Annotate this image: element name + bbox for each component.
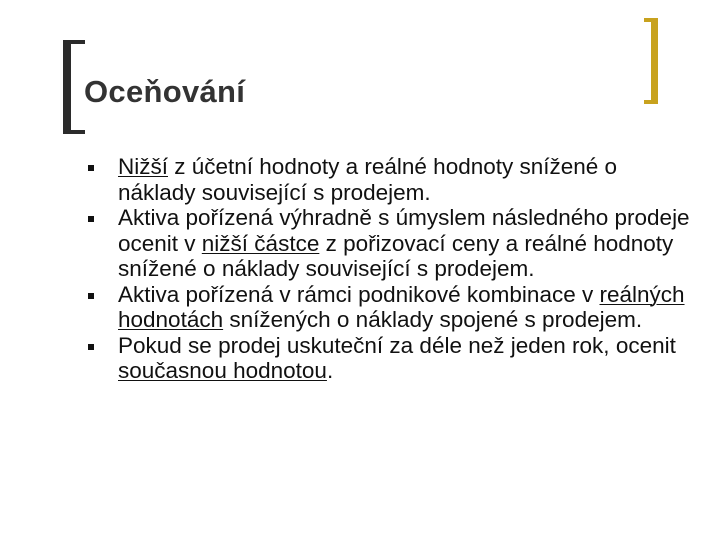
bullet-text: Aktiva pořízená výhradně s úmyslem následného prodeje ocenit v — [118, 205, 690, 256]
right-bracket-top-decoration — [644, 18, 658, 22]
right-bracket-decoration — [651, 18, 658, 104]
slide-title: Oceňování — [84, 74, 246, 109]
underlined-term: reálných hodnotách — [118, 281, 685, 332]
bullet-item — [88, 333, 698, 384]
bullet-text: z pořizovací ceny a reálné hodnoty snížené o náklady související s prodejem. — [118, 230, 674, 281]
square-bullet-icon — [88, 293, 94, 299]
square-bullet-icon — [88, 344, 94, 350]
bullet-text: z účetní hodnoty a reálné hodnoty snížené o náklady související s prodejem. — [118, 154, 618, 205]
right-bracket-bottom-decoration — [644, 100, 658, 104]
bullet-item — [88, 154, 698, 205]
underlined-term: Nižší — [118, 154, 168, 179]
square-bullet-icon — [88, 165, 94, 171]
left-bracket-top-decoration — [63, 40, 85, 44]
bullet-text: snížených o náklady spojené s prodejem. — [223, 307, 643, 332]
bullet-list — [88, 154, 698, 384]
bullet-text: Pokud se prodej uskuteční za déle než jeden rok, ocenit — [118, 332, 676, 358]
bullet-text: . — [326, 358, 334, 383]
underlined-term: současnou hodnotou — [118, 358, 327, 383]
bullet-item — [88, 282, 698, 333]
left-bracket-decoration — [63, 40, 71, 134]
left-bracket-bottom-decoration — [63, 130, 85, 134]
bullet-item — [88, 205, 698, 282]
underlined-term: nižší částce — [201, 230, 320, 256]
bullet-text: Aktiva pořízená v rámci podnikové kombinace v — [118, 281, 600, 307]
square-bullet-icon — [88, 216, 94, 222]
